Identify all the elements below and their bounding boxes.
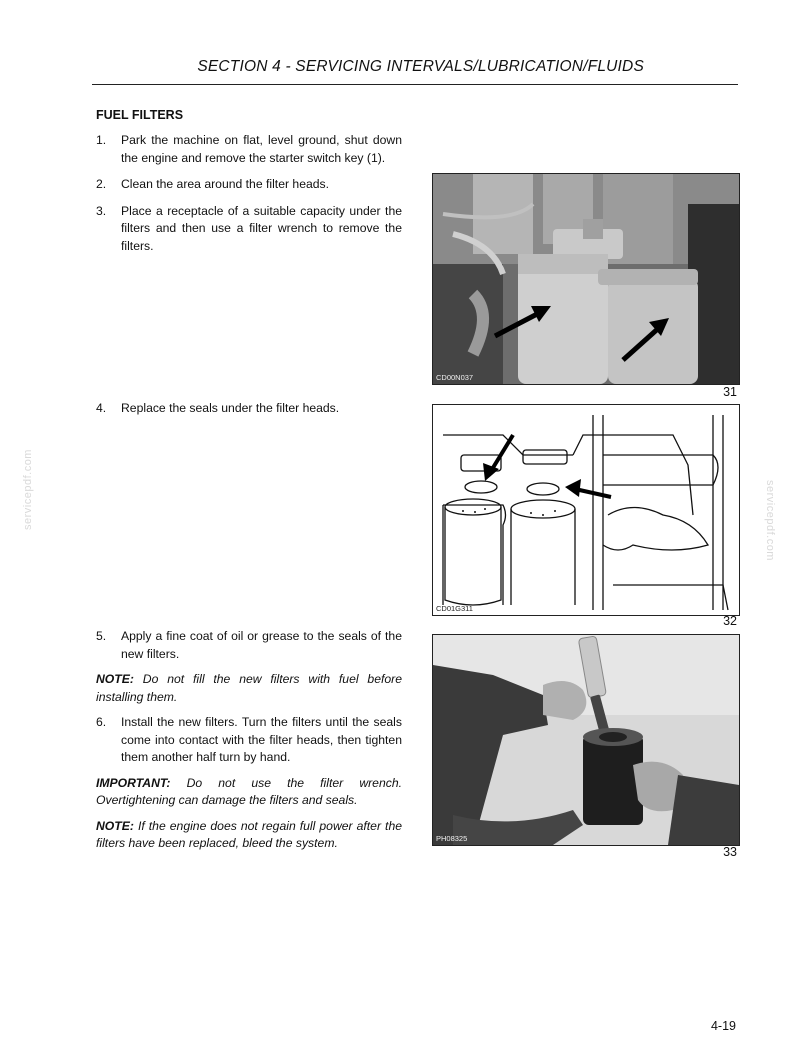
figure-code: PH08325 [436, 834, 468, 843]
oil-application-photo [433, 635, 739, 845]
filter-heads-photo [433, 174, 739, 384]
step-number: 4. [96, 401, 107, 415]
steps-group-2 [96, 400, 402, 418]
steps-group-3 [96, 628, 402, 853]
important-text: Do not use the filter wrench. Overtightening can damage the filters and seals. [96, 775, 402, 807]
important-label: IMPORTANT: [96, 775, 171, 790]
step-4 [96, 400, 402, 418]
step-text: Apply a fine coat of oil or grease to the seals of the new filters. [121, 629, 402, 661]
note-text: If the engine does not regain full power after the filters have been replaced, bleed the system. [96, 818, 402, 850]
step-number: 3. [96, 203, 107, 218]
step-text: Park the machine on flat, level ground, shut down the engine and remove the starter switch key (1). [121, 133, 402, 165]
steps-group-1 [96, 132, 402, 255]
watermark-right: servicepdf.com [764, 480, 776, 561]
header-rule [92, 84, 738, 85]
figure-code: CD01G311 [436, 604, 473, 613]
figure-31-photo [432, 173, 740, 385]
step-number: 6. [96, 715, 107, 729]
step-1 [96, 132, 402, 167]
figure-number: 31 [723, 385, 737, 399]
step-text: Place a receptacle of a suitable capacity under the filters and then use a filter wrench to remove the filters. [121, 203, 402, 253]
step-2 [96, 176, 402, 194]
step-number: 2. [96, 177, 107, 191]
step-text: Replace the seals under the filter heads. [121, 401, 340, 415]
figure-33-photo [432, 634, 740, 846]
note-text: Do not fill the new filters with fuel before installing them. [96, 672, 402, 704]
step-text: Clean the area around the filter heads. [121, 177, 330, 191]
seal-replacement-drawing [433, 405, 739, 615]
page-header-title: SECTION 4 - SERVICING INTERVALS/LUBRICATION/FLUIDS [197, 58, 644, 75]
figure-32-drawing [432, 404, 740, 616]
note-label: NOTE: [96, 818, 134, 833]
figure-number: 32 [723, 614, 737, 628]
important-note [96, 775, 402, 810]
step-5 [96, 628, 402, 663]
step-number: 5. [96, 629, 107, 643]
step-3 [96, 203, 402, 256]
page-number: 4-19 [710, 1019, 736, 1033]
note-bleed-system [96, 818, 402, 853]
step-number: 1. [96, 133, 107, 147]
section-heading: FUEL FILTERS [96, 108, 184, 122]
figure-code: CD00N037 [436, 373, 474, 382]
step-6 [96, 714, 402, 767]
note-label: NOTE: [96, 672, 134, 686]
step-text: Install the new filters. Turn the filters until the seals come into contact with the filter heads, then tighten them another half turn by hand. [121, 715, 402, 764]
note-no-prefill [96, 671, 402, 706]
watermark-left: servicepdf.com [22, 449, 34, 530]
figure-number: 33 [723, 845, 737, 859]
